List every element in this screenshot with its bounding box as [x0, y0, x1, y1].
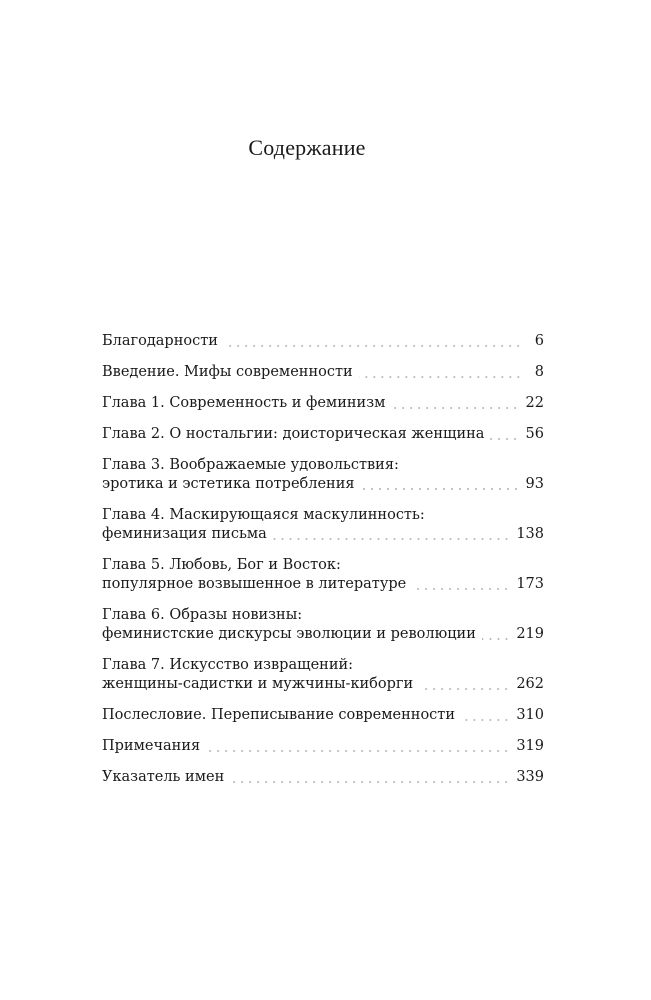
toc-page-number: 262 [516, 676, 544, 692]
toc-entry-line [102, 394, 544, 413]
toc-page-number: 138 [516, 526, 544, 542]
toc-entry-line [102, 363, 544, 382]
toc-entry[interactable] [102, 506, 544, 544]
dot-leader [230, 781, 510, 783]
toc-page-number: 8 [534, 364, 544, 380]
toc-entry[interactable] [102, 394, 544, 413]
toc-page-number: 22 [525, 395, 544, 411]
toc-entry[interactable] [102, 332, 544, 351]
toc-entry[interactable] [102, 363, 544, 382]
toc-entry-line [102, 506, 544, 525]
toc-entry-line [102, 425, 544, 444]
toc-entry-title: Глава 6. Образы новизны: [102, 607, 303, 623]
toc-page-number: 56 [525, 426, 544, 442]
toc-page-number: 93 [525, 476, 544, 492]
toc-entry-title: феминистские дискурсы эволюции и революции [102, 626, 476, 642]
toc-entry-title: Глава 1. Современность и феминизм [102, 395, 386, 411]
toc-entry[interactable] [102, 556, 544, 594]
toc-entry-line [102, 675, 544, 694]
dot-leader [490, 438, 519, 440]
toc-entry-title: Благодарности [102, 333, 218, 349]
toc-page-number: 319 [516, 738, 544, 754]
toc-entry-line [102, 332, 544, 351]
toc-entry[interactable] [102, 656, 544, 694]
dot-leader [206, 750, 510, 752]
dot-leader [412, 588, 510, 590]
toc-page-number: 6 [534, 333, 544, 349]
dot-leader [273, 538, 511, 540]
dot-leader [359, 376, 522, 378]
toc-page-number: 310 [516, 707, 544, 723]
dot-leader [391, 407, 519, 409]
toc-entry-line [102, 475, 544, 494]
toc-entry-title: Глава 2. О ностальгии: доисторическая женщина [102, 426, 485, 442]
toc-entry-title: Введение. Мифы современности [102, 364, 353, 380]
dot-leader [224, 345, 522, 347]
toc-entry-line [102, 625, 544, 644]
page-title: Содержание [248, 135, 366, 160]
toc-entry[interactable] [102, 737, 544, 756]
toc-entry-line [102, 656, 544, 675]
toc-entry-line [102, 556, 544, 575]
toc-entry-title: феминизация письма [102, 526, 267, 542]
dot-leader [419, 688, 510, 690]
toc-entry[interactable] [102, 768, 544, 787]
dot-leader [361, 488, 520, 490]
toc-entry-line [102, 768, 544, 787]
toc-entry-line [102, 575, 544, 594]
toc-entry[interactable] [102, 606, 544, 644]
dot-leader [482, 638, 510, 640]
toc-entry-title: Глава 4. Маскирующаяся маскулинность: [102, 507, 425, 523]
toc-entry-line [102, 456, 544, 475]
toc-entry-line [102, 606, 544, 625]
toc-entry[interactable] [102, 425, 544, 444]
toc-entry[interactable] [102, 706, 544, 725]
table-of-contents [102, 332, 544, 799]
toc-entry-title: Послесловие. Переписывание современности [102, 707, 455, 723]
toc-page-number: 173 [516, 576, 544, 592]
dot-leader [461, 719, 510, 721]
toc-entry-line [102, 525, 544, 544]
toc-entry-title: женщины-садистки и мужчины-киборги [102, 676, 414, 692]
toc-entry-title: Глава 7. Искусство извращений: [102, 657, 354, 673]
toc-entry-title: эротика и эстетика потребления [102, 476, 355, 492]
toc-page-number: 219 [516, 626, 544, 642]
toc-page-number: 339 [516, 769, 544, 785]
toc-entry-title: Указатель имен [102, 769, 225, 785]
toc-entry-line [102, 737, 544, 756]
toc-entry-title: популярное возвышенное в литературе [102, 576, 407, 592]
toc-entry-title: Глава 5. Любовь, Бог и Восток: [102, 557, 341, 573]
toc-entry-title: Примечания [102, 738, 201, 754]
toc-entry-line [102, 706, 544, 725]
toc-entry[interactable] [102, 456, 544, 494]
toc-entry-title: Глава 3. Воображаемые удовольствия: [102, 457, 399, 473]
